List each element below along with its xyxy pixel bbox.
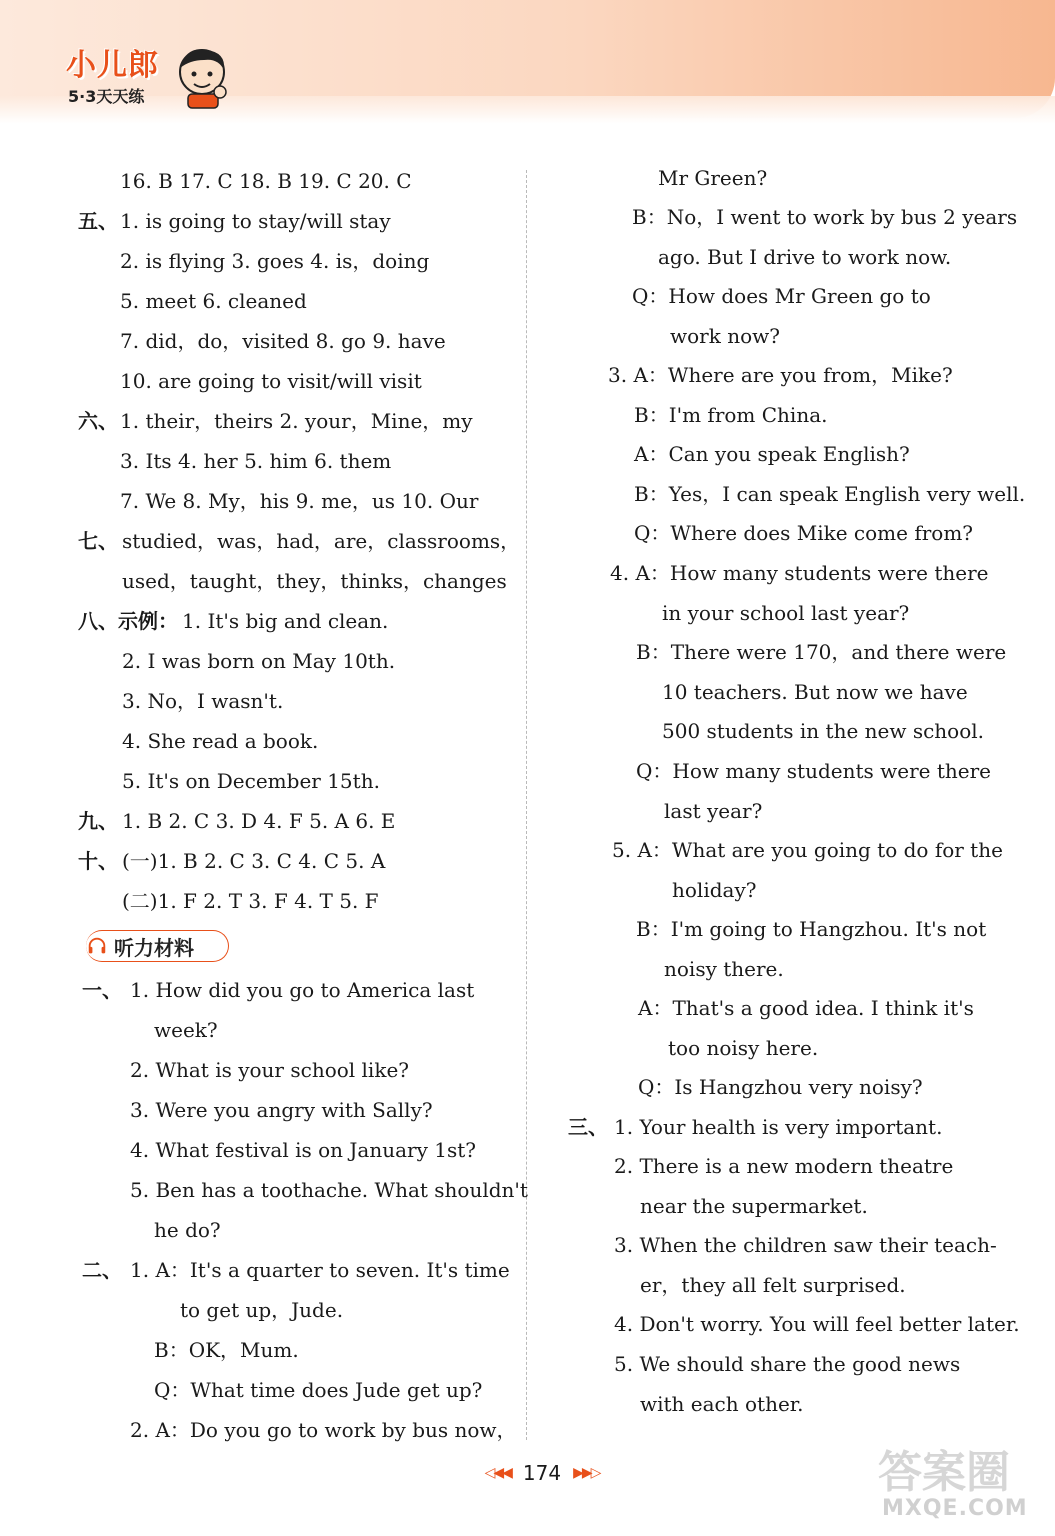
answer-line: 7. did，do，visited 8. go 9. have [120, 329, 446, 353]
answer-line: 1. B 2. C 3. D 4. F 5. A 6. E [122, 809, 396, 833]
text-line: 2. A：Do you go to work by bus now， [130, 1418, 517, 1442]
answer-line: 1. It's big and clean. [182, 609, 389, 633]
text-line: A：Can you speak English? [634, 442, 910, 466]
text-line: 3. Were you angry with Sally? [130, 1098, 433, 1122]
answer-line: used，taught，they，thinks，changes [122, 569, 507, 593]
text-line: 4. A：How many students were there [610, 561, 989, 585]
text-line: too noisy here. [668, 1036, 819, 1060]
text-line: 10 teachers. But now we have [662, 680, 968, 704]
text-line: B：There were 170，and there were [636, 640, 1007, 664]
text-line: er，they all felt surprised. [640, 1273, 906, 1297]
listening-material-label: 听力材料 [114, 935, 194, 960]
text-line: Mr Green? [658, 166, 768, 190]
text-line: with each other. [640, 1392, 804, 1416]
text-line: 5. A：What are you going to do for the [612, 838, 1003, 862]
mascot-icon [172, 44, 236, 110]
text-line: 3. When the children saw their teach- [614, 1233, 997, 1257]
listening-material-tag [86, 930, 229, 962]
text-line: 1. A：It's a quarter to seven. It's time [130, 1258, 510, 1282]
text-line: 5. We should share the good news [614, 1352, 961, 1376]
answer-line: 3. No，I wasn't. [122, 689, 284, 713]
answer-line: studied，was，had，are，classrooms， [122, 529, 521, 553]
text-line: 1. How did you go to America last [130, 978, 475, 1002]
text-line: 500 students in the new school. [662, 719, 985, 743]
answer-line: 2. is flying 3. goes 4. is，doing [120, 249, 430, 273]
text-line: 1. Your health is very important. [614, 1115, 943, 1139]
watermark-url: MXQE.COM [882, 1496, 1028, 1521]
headphones-icon [86, 935, 108, 957]
answer-line: 5. It's on December 15th. [122, 769, 380, 793]
text-line: he do? [154, 1218, 221, 1242]
section-label: 三、 [568, 1115, 608, 1139]
column-divider [526, 170, 527, 1440]
page-number: 174 [522, 1461, 562, 1485]
section-label: 十、 [78, 849, 118, 873]
text-line: Q：Where does Mike come from? [634, 521, 974, 545]
answer-line: 10. are going to visit/will visit [120, 369, 422, 393]
answer-line: 5. meet 6. cleaned [120, 289, 307, 313]
text-line: 5. Ben has a toothache. What shouldn't [130, 1178, 528, 1202]
text-line: Q：What time does Jude get up? [154, 1378, 483, 1402]
logo-subtitle: 5·3天天练 [68, 87, 145, 106]
section-label: 九、 [78, 809, 118, 833]
section-label: 二、 [82, 1258, 122, 1282]
text-line: B：No，I went to work by bus 2 years [632, 205, 1018, 229]
answer-line: (一)1. B 2. C 3. C 4. C 5. A [122, 849, 386, 873]
answer-line: 1. is going to stay/will stay [120, 209, 391, 233]
text-line: Q：How does Mr Green go to [632, 284, 931, 308]
watermark-main: 答案圈 [878, 1447, 1010, 1498]
logo-title: 小儿郎 [66, 48, 159, 83]
watermark [878, 1436, 1048, 1532]
text-line: B：OK，Mum. [154, 1338, 299, 1362]
text-line: 2. What is your school like? [130, 1058, 410, 1082]
section-label: 一、 [82, 978, 122, 1002]
section-label: 八、示例： [78, 609, 178, 633]
text-line: 3. A：Where are you from，Mike? [608, 363, 953, 387]
text-line: week? [154, 1018, 218, 1042]
text-line: 4. What festival is on January 1st? [130, 1138, 476, 1162]
text-line: B：I'm from China. [634, 403, 828, 427]
answer-line: 16. B 17. C 18. B 19. C 20. C [120, 169, 412, 193]
text-line: to get up，Jude. [180, 1298, 344, 1322]
text-line: in your school last year? [662, 601, 910, 625]
text-line: Q：Is Hangzhou very noisy? [638, 1075, 923, 1099]
text-line: holiday? [672, 878, 757, 902]
text-line: Q：How many students were there [636, 759, 991, 783]
answer-line: 7. We 8. My，his 9. me，us 10. Our [120, 489, 479, 513]
answer-line: 2. I was born on May 10th. [122, 649, 396, 673]
double-left-arrow-icon: ◁◀◀ [484, 1465, 511, 1481]
text-line: work now? [670, 324, 780, 348]
answer-line: 4. She read a book. [122, 729, 319, 753]
text-line: last year? [664, 799, 763, 823]
text-line: B：I'm going to Hangzhou. It's not [636, 917, 987, 941]
text-line: noisy there. [664, 957, 784, 981]
text-line: A：That's a good idea. I think it's [638, 996, 974, 1020]
text-line: near the supermarket. [640, 1194, 868, 1218]
text-line: 2. There is a new modern theatre [614, 1154, 954, 1178]
section-label: 七、 [78, 529, 118, 553]
section-label: 五、 [78, 209, 118, 233]
answer-line: 3. Its 4. her 5. him 6. them [120, 449, 392, 473]
answer-line: (二)1. F 2. T 3. F 4. T 5. F [122, 889, 379, 913]
text-line: ago. But I drive to work now. [658, 245, 952, 269]
text-line: 4. Don't worry. You will feel better later. [614, 1312, 1020, 1336]
answer-line: 1. their，theirs 2. your，Mine，my [120, 409, 473, 433]
page-number-bar [452, 1458, 632, 1488]
section-label: 六、 [78, 409, 118, 433]
text-line: B：Yes，I can speak English very well. [634, 482, 1026, 506]
double-right-arrow-icon: ▶▶▷ [573, 1465, 600, 1481]
